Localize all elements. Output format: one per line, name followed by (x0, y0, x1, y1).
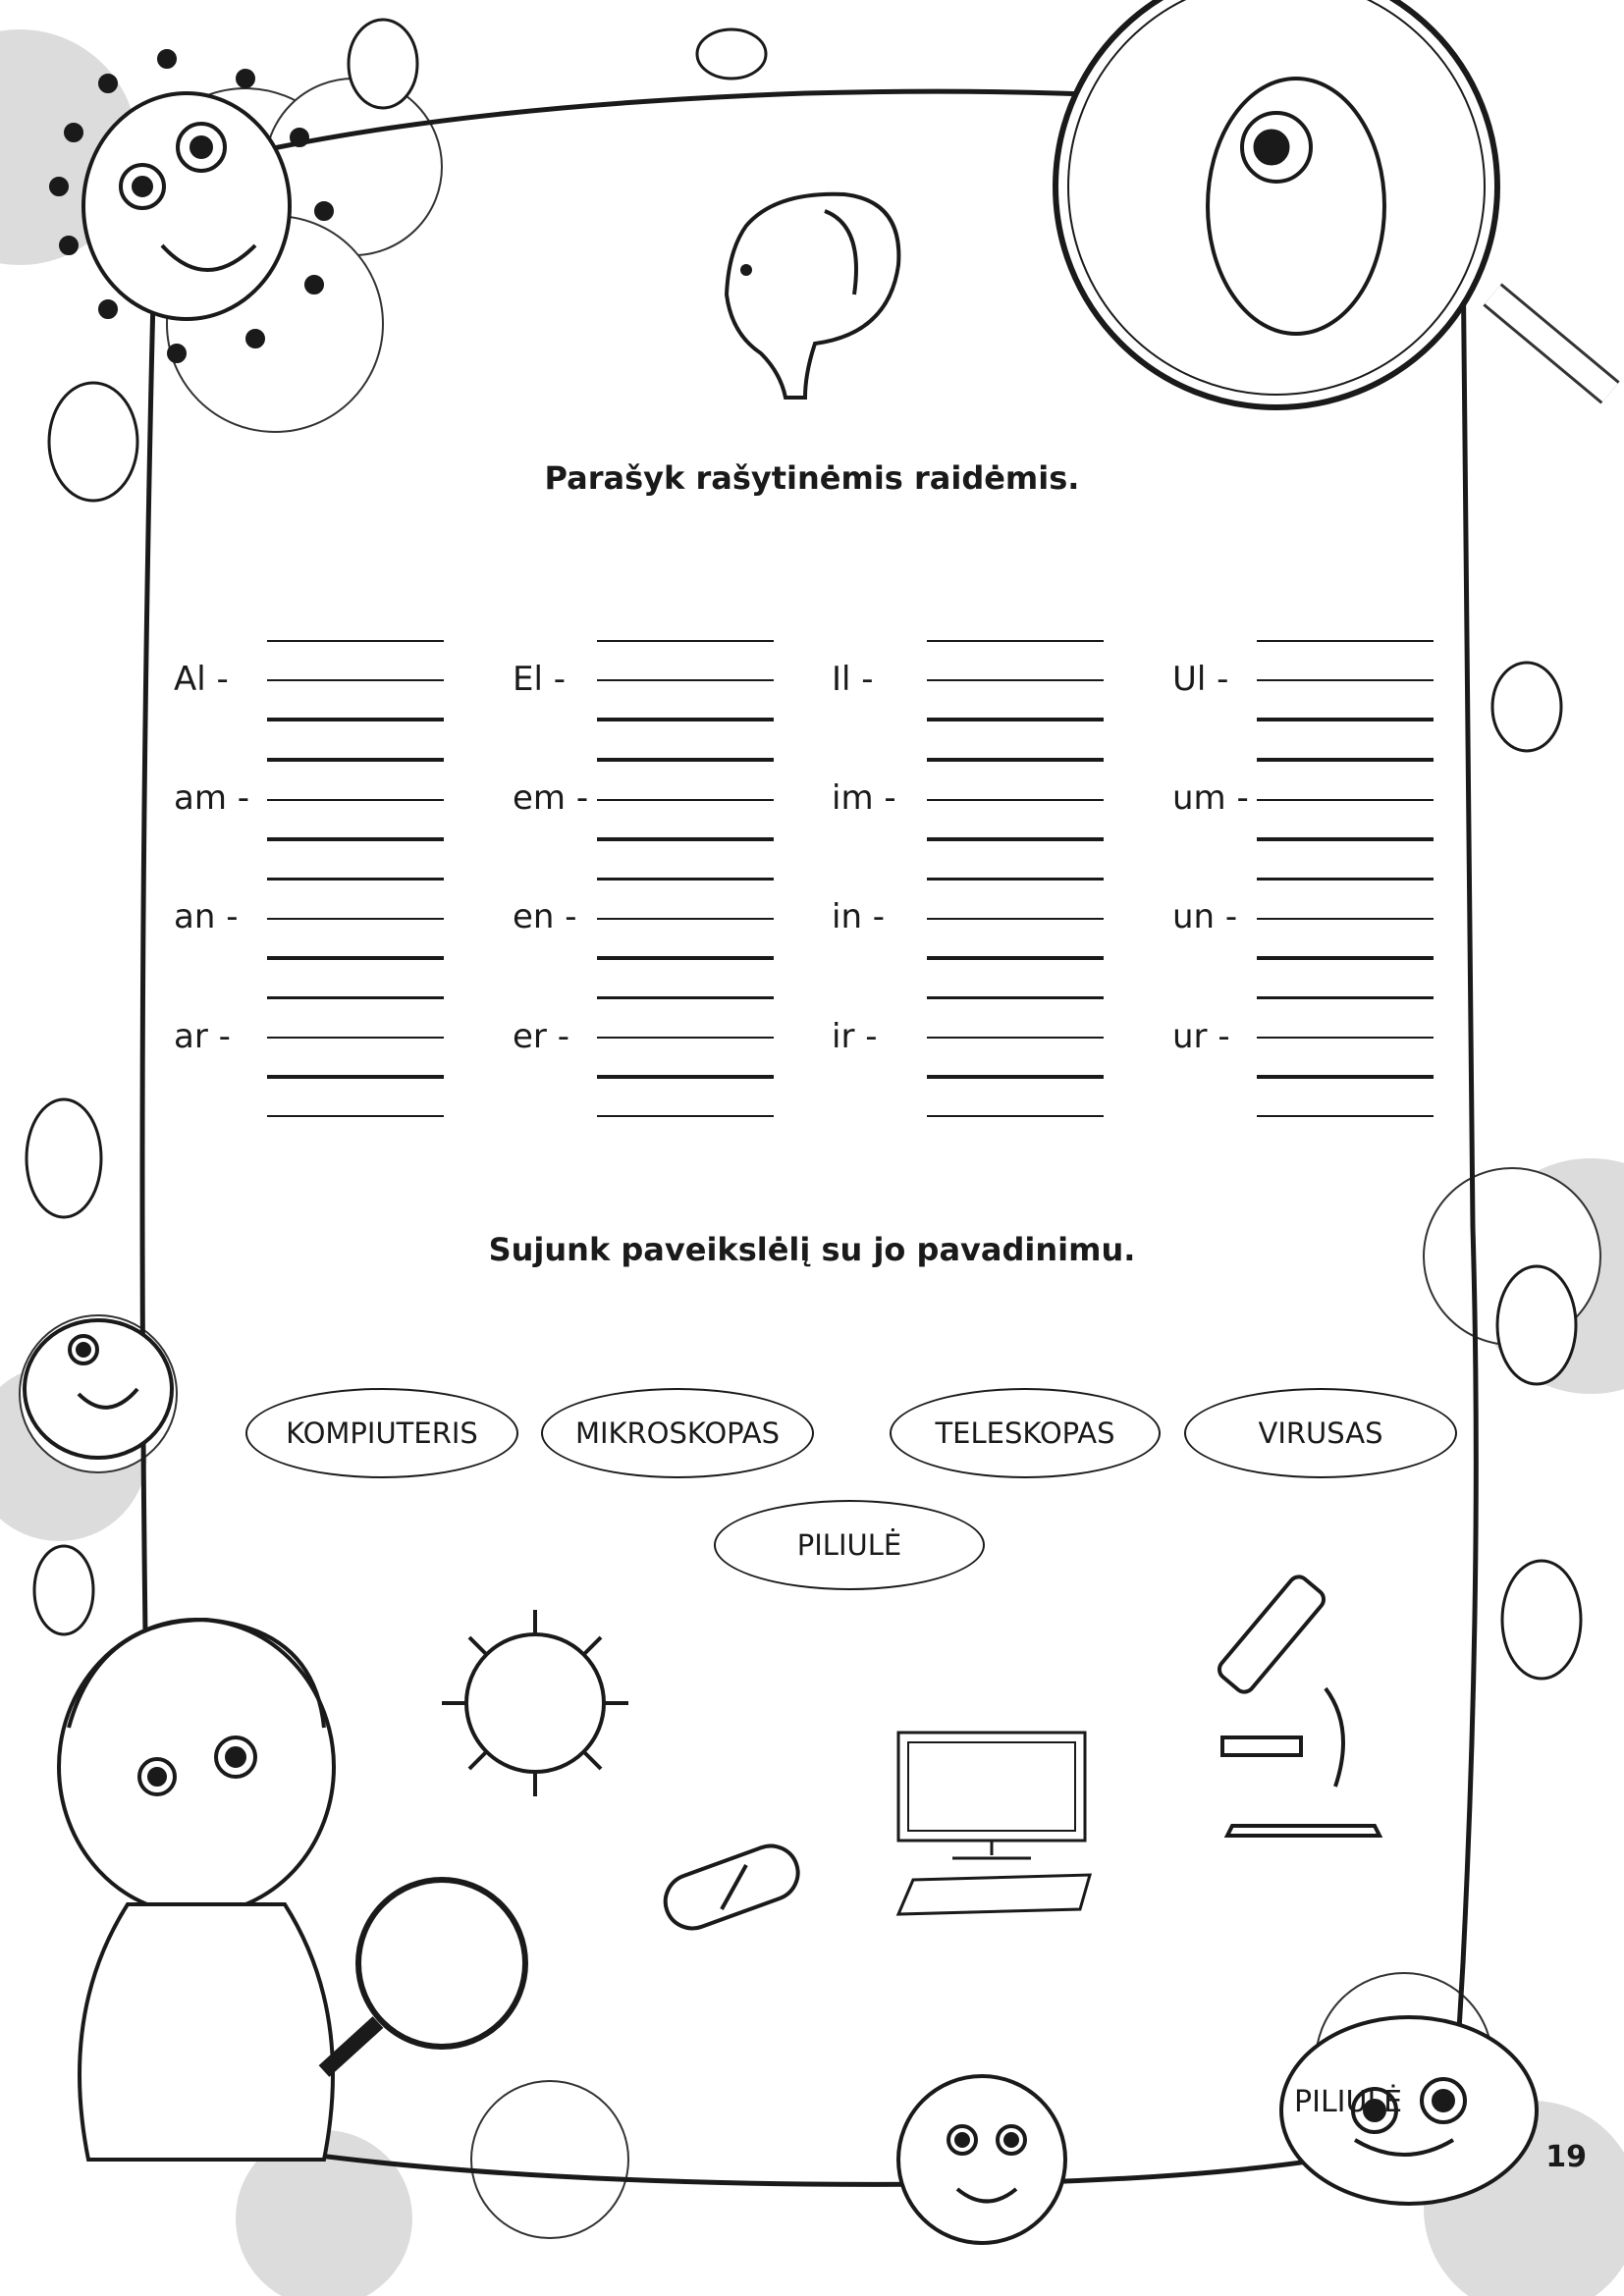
writing-lines[interactable] (1257, 993, 1434, 1111)
syllable-label: in - (832, 897, 886, 936)
syllable-label: en - (513, 897, 577, 936)
task2-heading: Sujunk paveikslėlį su jo pavadinimu. (488, 1231, 1136, 1268)
word-bubble[interactable]: TELESKOPAS (890, 1388, 1161, 1478)
page-number: 19 (1545, 2140, 1587, 2174)
syllable-label: Il - (832, 660, 874, 699)
syllable-label: um - (1172, 778, 1249, 818)
syllable-label: an - (174, 897, 239, 936)
pill-icon (658, 1839, 805, 1937)
writing-lines[interactable] (267, 993, 444, 1111)
syllable-label: ar - (174, 1017, 231, 1056)
word-bubble[interactable]: MIKROSKOPAS (541, 1388, 814, 1478)
magnifier-germ-icon (1056, 0, 1610, 407)
writing-lines[interactable] (267, 636, 444, 754)
writing-lines[interactable] (1257, 756, 1434, 874)
syllable-label: im - (832, 778, 896, 818)
overlap-word: PILIULĖ (1294, 2085, 1403, 2119)
writing-lines[interactable] (927, 993, 1104, 1111)
syllable-label: Al - (174, 660, 229, 699)
writing-lines[interactable] (927, 875, 1104, 992)
virus-icon (442, 1610, 628, 1796)
writing-lines[interactable] (1257, 636, 1434, 754)
writing-lines[interactable] (927, 636, 1104, 754)
writing-lines[interactable] (597, 875, 774, 992)
writing-lines[interactable] (597, 636, 774, 754)
syllable-label: am - (174, 778, 250, 818)
writing-lines[interactable] (1257, 875, 1434, 992)
writing-lines[interactable] (597, 756, 774, 874)
word-bubble[interactable]: KOMPIUTERIS (245, 1388, 518, 1478)
writing-lines[interactable] (267, 756, 444, 874)
syllable-label: Ul - (1172, 660, 1229, 699)
blob-monster-icon (25, 1320, 172, 1458)
writing-lines[interactable] (267, 875, 444, 992)
word-bubble[interactable]: PILIULĖ (714, 1500, 985, 1590)
writing-lines[interactable] (927, 756, 1104, 874)
microscope-icon (1216, 1573, 1380, 1836)
girl-with-magnifier-icon (59, 1620, 525, 2160)
syllable-label: em - (513, 778, 589, 818)
syllable-label: ur - (1172, 1017, 1230, 1056)
task1-heading: Parašyk rašytinėmis raidėmis. (544, 459, 1080, 497)
syllable-label: El - (513, 660, 567, 699)
syllable-label: er - (513, 1017, 569, 1056)
syllable-label: ir - (832, 1017, 878, 1056)
elephant-head-icon (727, 194, 898, 398)
computer-icon (898, 1733, 1090, 1914)
syllable-label: un - (1172, 897, 1238, 936)
writing-lines[interactable] (597, 993, 774, 1111)
bottom-virus-icon (898, 2076, 1065, 2243)
word-bubble[interactable]: VIRUSAS (1184, 1388, 1457, 1478)
